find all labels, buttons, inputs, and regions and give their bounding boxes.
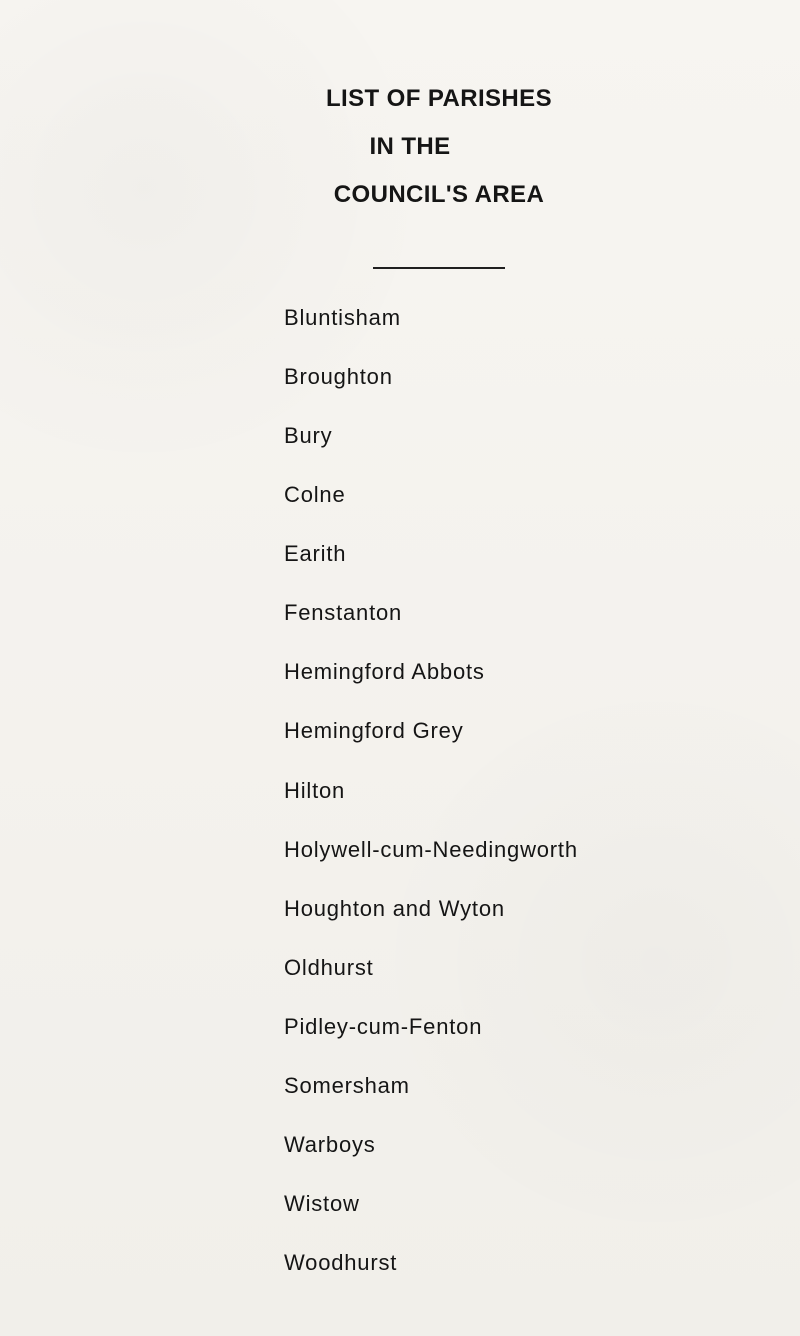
parish-item: Fenstanton [284, 600, 403, 625]
parish-item: Bluntisham [284, 305, 401, 330]
parish-item: Colne [284, 482, 346, 507]
parish-item: Houghton and Wyton [284, 896, 505, 921]
parish-item: Hemingford Abbots [284, 659, 485, 684]
parish-item: Wistow [284, 1191, 360, 1216]
parish-item: Hilton [284, 778, 346, 803]
parish-item: Oldhurst [284, 955, 374, 980]
page-title-line-2: IN THE [369, 133, 451, 160]
parish-item: Holywell-cum-Needingworth [284, 837, 578, 862]
title-divider [373, 267, 505, 269]
parish-item: Warboys [284, 1132, 376, 1157]
page-title-line-3: COUNCIL'S AREA [333, 181, 545, 208]
page-title-line-1: LIST OF PARISHES [326, 85, 552, 112]
parish-item: Somersham [284, 1073, 410, 1098]
parish-item: Hemingford Grey [284, 718, 464, 743]
parish-item: Bury [284, 423, 333, 448]
parish-item: Earith [284, 541, 347, 566]
parish-item: Woodhurst [284, 1250, 398, 1275]
parish-item: Broughton [284, 364, 393, 389]
parish-item: Pidley-cum-Fenton [284, 1014, 483, 1039]
